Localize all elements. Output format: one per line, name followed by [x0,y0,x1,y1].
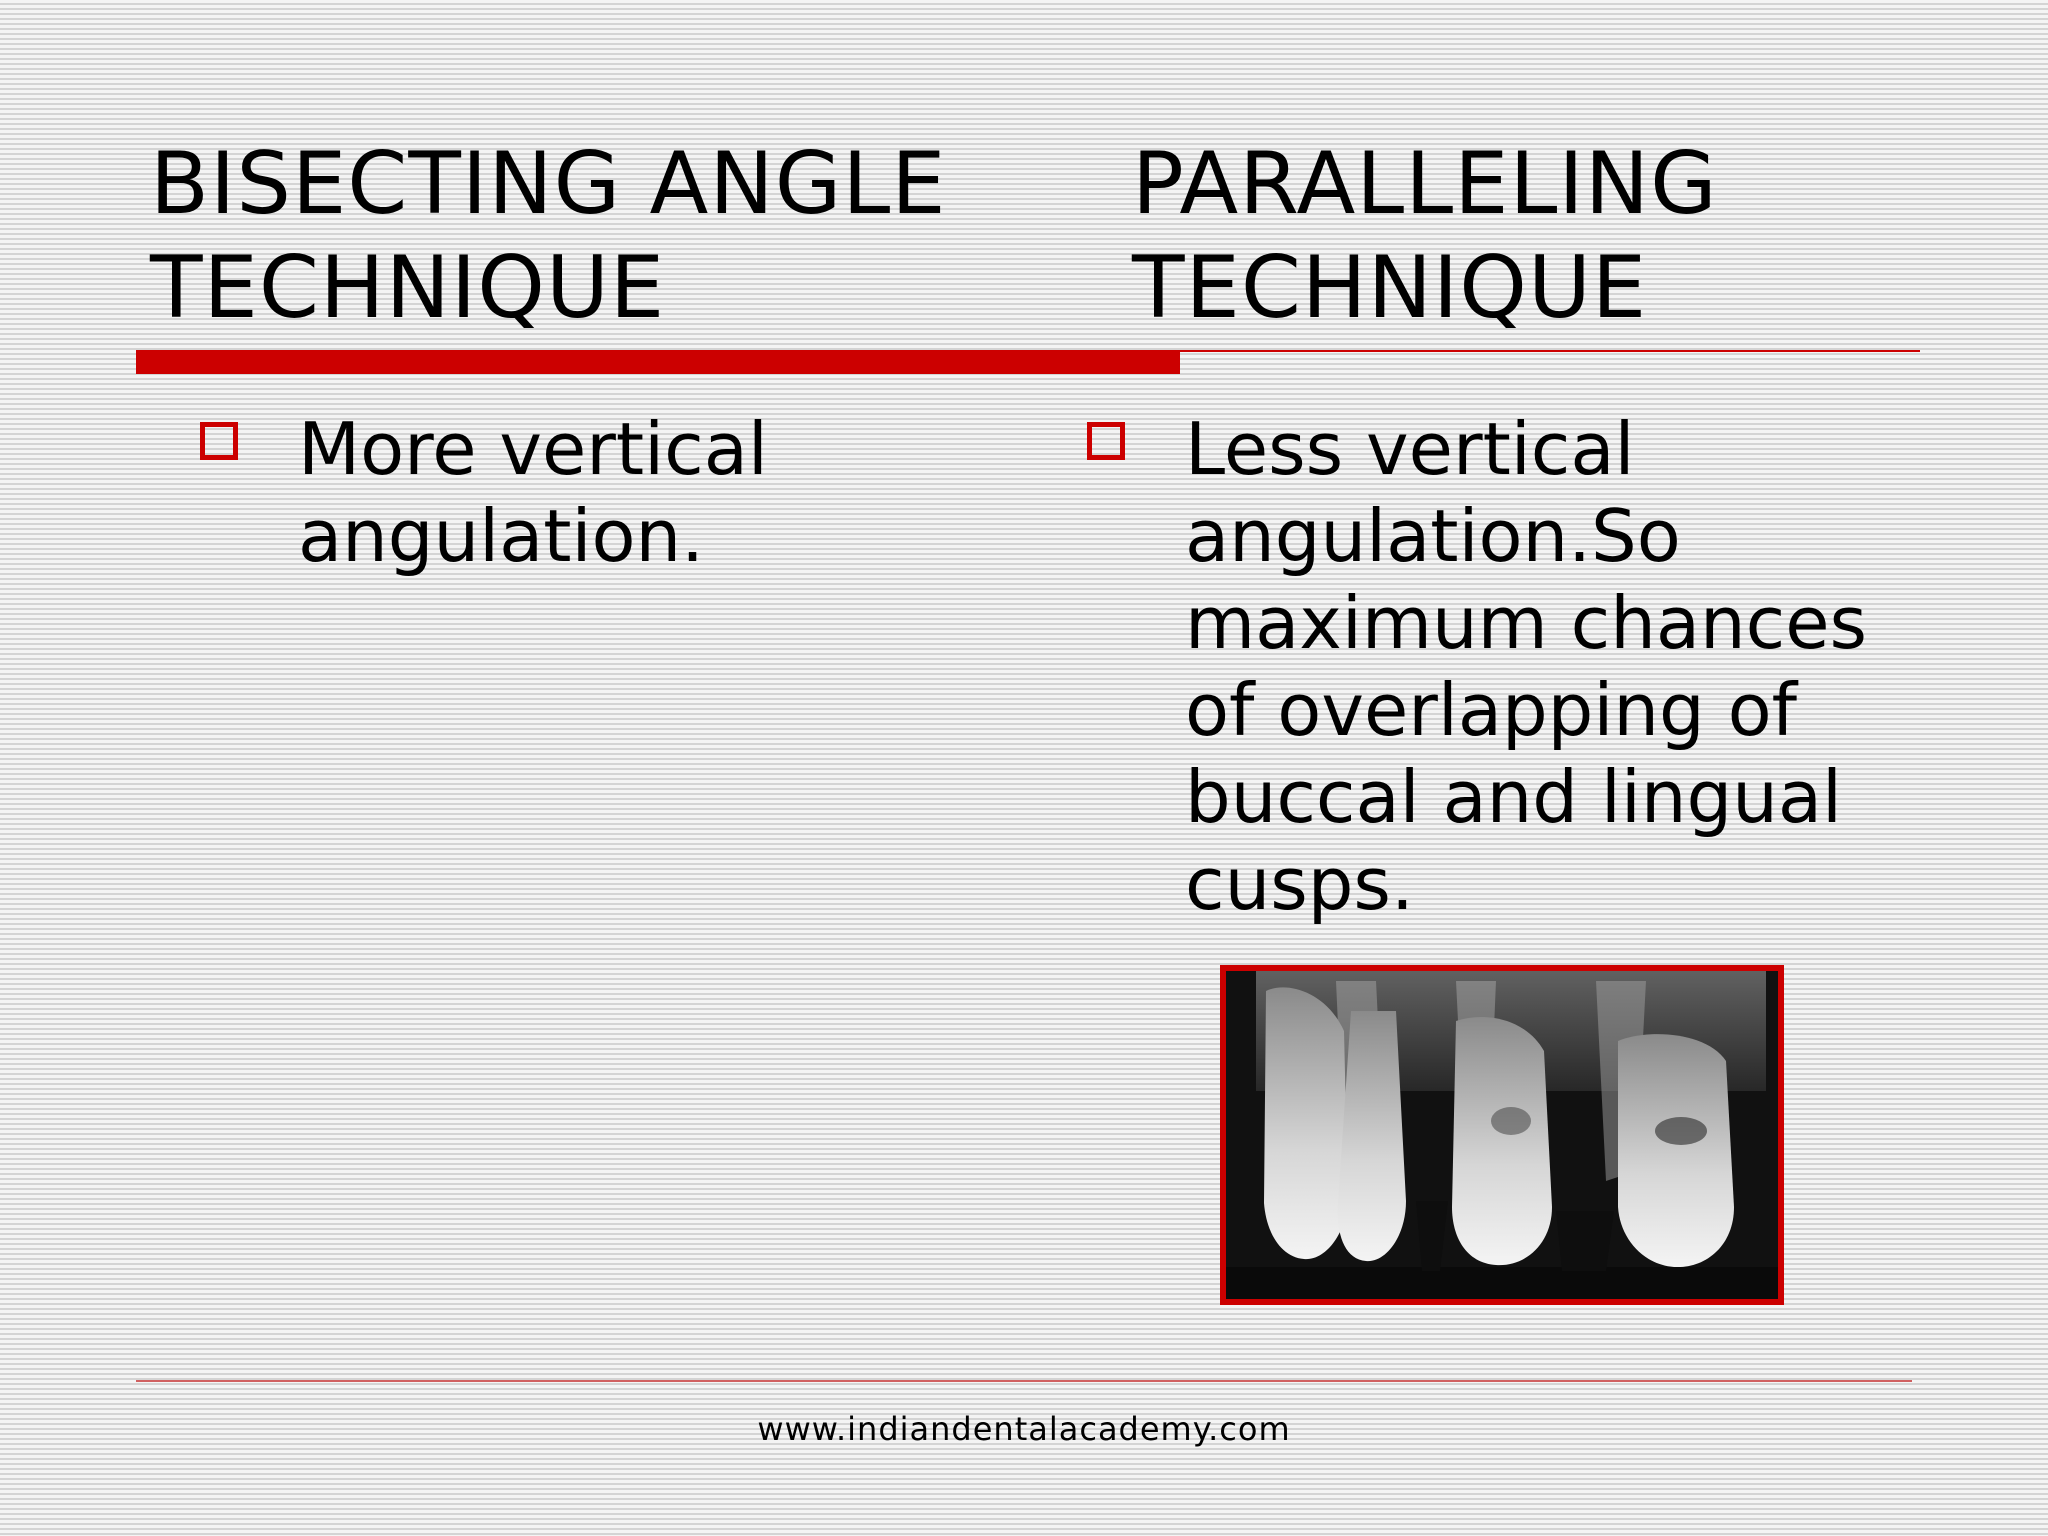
right-column-title: PARALLELING TECHNIQUE [1132,134,1718,338]
right-bullet-text: Less vertical angulation.So maximum chances of overlapping of buccal and lingual cusps. [1185,407,1868,926]
footer-divider [136,1380,1912,1382]
dental-radiograph-image [1220,965,1784,1305]
title-divider-thick [136,350,1180,374]
left-column-title: BISECTING ANGLE TECHNIQUE [150,134,947,338]
radiograph-drawing [1226,971,1778,1299]
square-bullet-icon [200,422,238,460]
title-divider-thin [1180,350,1920,352]
left-bullet-text: More vertical angulation. [298,407,768,578]
square-bullet-icon [1087,422,1125,460]
footer-url: www.indiandentalacademy.com [757,1410,1291,1448]
